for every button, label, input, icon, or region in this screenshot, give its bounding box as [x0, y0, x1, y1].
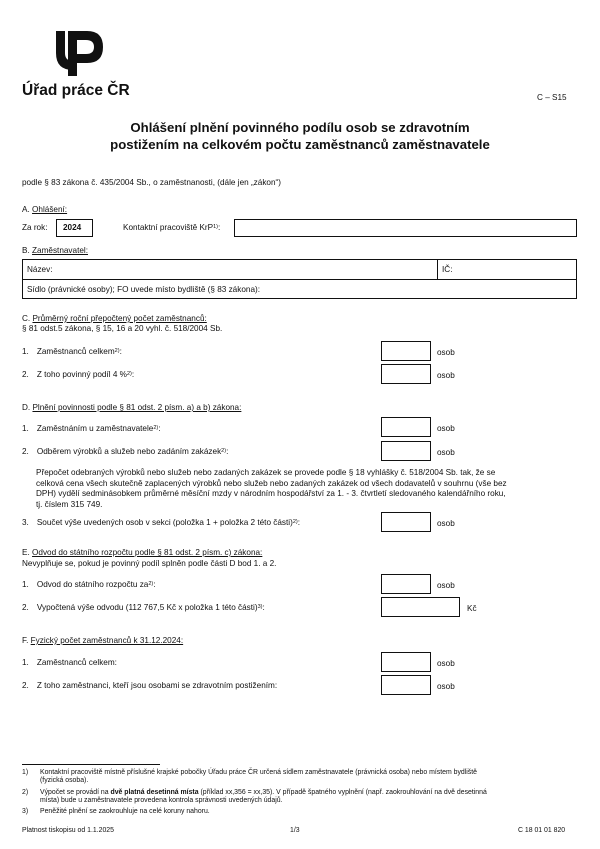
employer-name-field[interactable]: Název:	[27, 265, 53, 274]
f2-field[interactable]	[381, 675, 431, 695]
c2-unit: osob	[437, 371, 455, 380]
c2-label: 2. Z toho povinný podíl 4 %$^{2)}$:	[22, 370, 135, 379]
c2-field[interactable]	[381, 364, 431, 384]
d2-unit: osob	[437, 448, 455, 457]
form-code: C – S15	[537, 93, 567, 102]
footer-page: 1/3	[290, 827, 300, 834]
office-field[interactable]	[234, 219, 577, 237]
section-c-subheading: § 81 odst.5 zákona, § 15, 16 a 20 vyhl. č. 518/2004 Sb.	[22, 324, 223, 333]
footer-code: C 18 01 01 820	[518, 827, 566, 834]
f1-label: 1. Zaměstnanců celkem:	[22, 658, 117, 667]
d1-label: 1. Zaměstnáním u zaměstnavatele$^{2)}$:	[22, 424, 161, 433]
f2-unit: osob	[437, 682, 455, 691]
d3-unit: osob	[437, 519, 455, 528]
year-field[interactable]: 2024	[56, 219, 93, 237]
section-d-heading: D. Plnění povinnosti podle § 81 odst. 2 písm. a) a b) zákona:	[22, 403, 242, 412]
section-e-heading: E. Odvod do státního rozpočtu podle § 81 odst. 2 písm. c) zákona:	[22, 548, 263, 557]
c1-unit: osob	[437, 348, 455, 357]
d1-unit: osob	[437, 424, 455, 433]
d-note: Přepočet odebraných výrobků nebo služeb nebo zadaných zakázek se provede podle § 18 vyhlášky č. 518/2004 Sb. tak, že se celková cena všech skutečně zaplacených výrobků nebo služeb nebo zadaných zakázek od všech dodavatelů v souhrnu (vše bez DPH) vydělí sedminásobkem průměrné měsíční mzdy v národním hospodářství za 1. - 3. čtvrtletí sledovaného kalendářního roku, tj. číslem 315 749.	[36, 468, 507, 509]
e2-label: 2. Vypočtená výše odvodu (112 767,5 Kč x položka 1 této části)$^{3)}$:	[22, 603, 265, 612]
f1-field[interactable]	[381, 652, 431, 672]
ico-field[interactable]: IČ:	[442, 265, 453, 274]
d2-field[interactable]	[381, 441, 431, 461]
e2-unit: Kč	[467, 604, 477, 613]
e2-field[interactable]	[381, 597, 460, 617]
c1-field[interactable]	[381, 341, 431, 361]
d1-field[interactable]	[381, 417, 431, 437]
intro-text: podle § 83 zákona č. 435/2004 Sb., o zaměstnanosti, (dále jen „zákon“)	[22, 178, 281, 187]
e1-field[interactable]	[381, 574, 431, 594]
section-c-heading: C. Průměrný roční přepočtený počet zaměstnanců:	[22, 314, 207, 323]
office-label: Kontaktní pracoviště KrP$^{1)}$:	[123, 223, 221, 232]
section-e-subheading: Nevyplňuje se, pokud je povinný podíl splněn podle části D bod 1. a 2.	[22, 559, 277, 568]
up-logo-icon	[53, 27, 111, 79]
footnote-divider	[22, 764, 160, 765]
section-b-heading: B. Zaměstnavatel:	[22, 246, 89, 255]
f1-unit: osob	[437, 659, 455, 668]
f2-label: 2. Z toho zaměstnanci, kteří jsou osobami se zdravotním postižením:	[22, 681, 278, 690]
seat-field[interactable]: Sídlo (právnické osoby); FO uvede místo bydliště (§ 83 zákona):	[27, 285, 260, 294]
e1-unit: osob	[437, 581, 455, 590]
employer-table	[22, 259, 577, 299]
d2-label: 2. Odběrem výrobků a služeb nebo zadáním zakázek$^{2)}$:	[22, 447, 229, 456]
footnote-2: 2) Výpočet se provádí na dvě platná desetinná místa (příklad xx,356 = xx,35). V případě špatného vyplnění (např. zaokrouhlování na dvě desetinná místa) bude u zaměstnavatele provedena kontrola správnosti uvedených údajů.	[22, 789, 487, 805]
d3-label: 3. Součet výše uvedených osob v sekci (položka 1 + položka 2 této části)$^{2)}$:	[22, 518, 301, 527]
page-title: Ohlášení plnění povinného podílu osob se zdravotním postižením na celkovém počtu zaměstnanců zaměstnavatele	[110, 120, 490, 152]
e1-label: 1. Odvod do státního rozpočtu $za^{2)}$:	[22, 580, 156, 589]
org-name: Úřad práce ČR	[22, 82, 130, 99]
d3-field[interactable]	[381, 512, 431, 532]
section-a-heading: A. Ohlášení:	[22, 205, 68, 214]
footer-validity: Platnost tiskopisu od 1.1.2025	[22, 827, 114, 834]
c1-label: 1. Zaměstnanců celkem$^{2)}$:	[22, 347, 122, 356]
footnote-1: 1) Kontaktní pracoviště místně příslušné krajské pobočky Úřadu práce ČR určená sídlem zaměstnavatele (právnická osoba) nebo místem bydliště (fyzická osoba).	[22, 769, 477, 785]
year-label: Za rok:	[22, 223, 48, 232]
footnote-3: 3) Peněžité plnění se zaokrouhluje na celé koruny nahoru.	[22, 808, 210, 815]
section-f-heading: F. Fyzický počet zaměstnanců k 31.12.2024:	[22, 636, 184, 645]
